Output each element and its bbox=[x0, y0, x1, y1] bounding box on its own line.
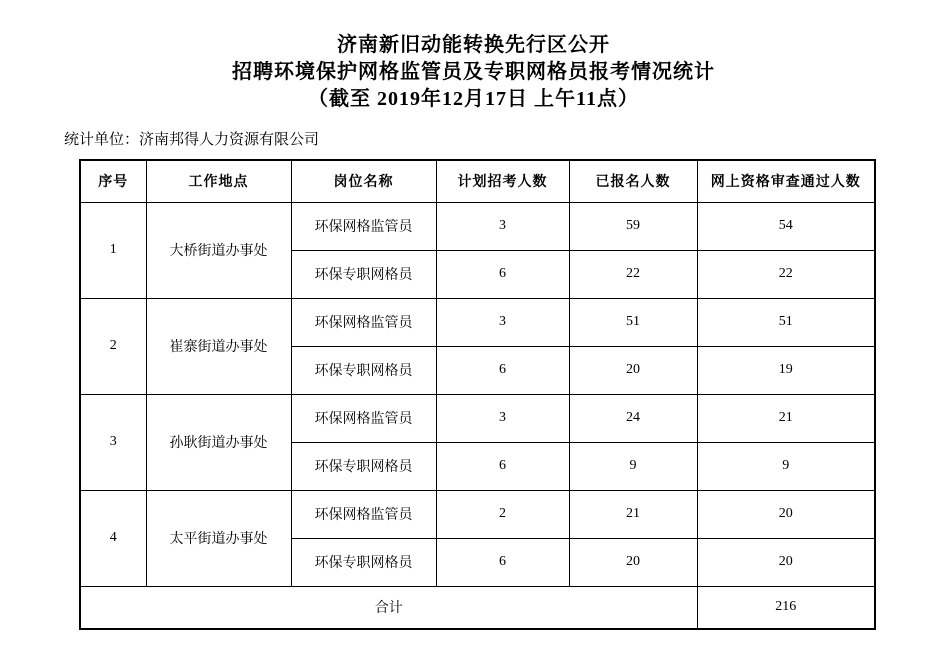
column-header-serial: 序号 bbox=[80, 160, 146, 202]
column-header-applied: 已报名人数 bbox=[569, 160, 697, 202]
passed-count-cell: 21 bbox=[697, 394, 875, 442]
column-header-location: 工作地点 bbox=[146, 160, 291, 202]
table-row bbox=[80, 394, 875, 442]
plan-count-cell: 3 bbox=[436, 298, 569, 346]
applied-count-cell: 51 bbox=[569, 298, 697, 346]
passed-count-cell: 51 bbox=[697, 298, 875, 346]
page-title bbox=[0, 0, 947, 113]
column-header-planned: 计划招考人数 bbox=[436, 160, 569, 202]
location-cell: 孙耿街道办事处 bbox=[146, 394, 291, 490]
table-row bbox=[80, 298, 875, 346]
position-cell: 环保专职网格员 bbox=[291, 538, 436, 586]
passed-count-cell: 22 bbox=[697, 250, 875, 298]
passed-count-cell: 20 bbox=[697, 538, 875, 586]
column-header-passed: 网上资格审查通过人数 bbox=[697, 160, 875, 202]
plan-count-cell: 3 bbox=[436, 202, 569, 250]
total-passed-cell: 216 bbox=[697, 586, 875, 629]
applied-count-cell: 9 bbox=[569, 442, 697, 490]
plan-count-cell: 3 bbox=[436, 394, 569, 442]
passed-count-cell: 20 bbox=[697, 490, 875, 538]
plan-count-cell: 6 bbox=[436, 442, 569, 490]
serial-cell: 4 bbox=[80, 490, 146, 586]
position-cell: 环保专职网格员 bbox=[291, 346, 436, 394]
serial-cell: 2 bbox=[80, 298, 146, 394]
position-cell: 环保网格监管员 bbox=[291, 202, 436, 250]
applied-count-cell: 20 bbox=[569, 538, 697, 586]
column-header-position: 岗位名称 bbox=[291, 160, 436, 202]
applied-count-cell: 22 bbox=[569, 250, 697, 298]
page-title-line-1: 济南新旧动能转换先行区公开 bbox=[337, 34, 610, 56]
passed-count-cell: 19 bbox=[697, 346, 875, 394]
plan-count-cell: 6 bbox=[436, 538, 569, 586]
plan-count-cell: 2 bbox=[436, 490, 569, 538]
position-cell: 环保专职网格员 bbox=[291, 250, 436, 298]
plan-count-cell: 6 bbox=[436, 346, 569, 394]
serial-cell: 3 bbox=[80, 394, 146, 490]
applied-count-cell: 21 bbox=[569, 490, 697, 538]
recruitment-stats-table bbox=[79, 159, 876, 630]
location-cell: 崔寨街道办事处 bbox=[146, 298, 291, 394]
passed-count-cell: 54 bbox=[697, 202, 875, 250]
location-cell: 大桥街道办事处 bbox=[146, 202, 291, 298]
page-title-line-3: （截至 2019年12月17日 上午11点） bbox=[308, 88, 639, 110]
table-total-row bbox=[80, 586, 875, 629]
serial-cell: 1 bbox=[80, 202, 146, 298]
plan-count-cell: 6 bbox=[436, 250, 569, 298]
applied-count-cell: 59 bbox=[569, 202, 697, 250]
total-label-cell: 合计 bbox=[80, 586, 697, 629]
passed-count-cell: 9 bbox=[697, 442, 875, 490]
applied-count-cell: 24 bbox=[569, 394, 697, 442]
table-row bbox=[80, 202, 875, 250]
position-cell: 环保专职网格员 bbox=[291, 442, 436, 490]
position-cell: 环保网格监管员 bbox=[291, 298, 436, 346]
page-title-line-2: 招聘环境保护网格监管员及专职网格员报考情况统计 bbox=[232, 61, 715, 83]
position-cell: 环保网格监管员 bbox=[291, 490, 436, 538]
stat-unit-label: 统计单位：济南邦得人力资源有限公司 bbox=[64, 132, 320, 148]
table-row bbox=[80, 490, 875, 538]
table-header-row bbox=[80, 160, 875, 202]
applied-count-cell: 20 bbox=[569, 346, 697, 394]
location-cell: 太平街道办事处 bbox=[146, 490, 291, 586]
position-cell: 环保网格监管员 bbox=[291, 394, 436, 442]
